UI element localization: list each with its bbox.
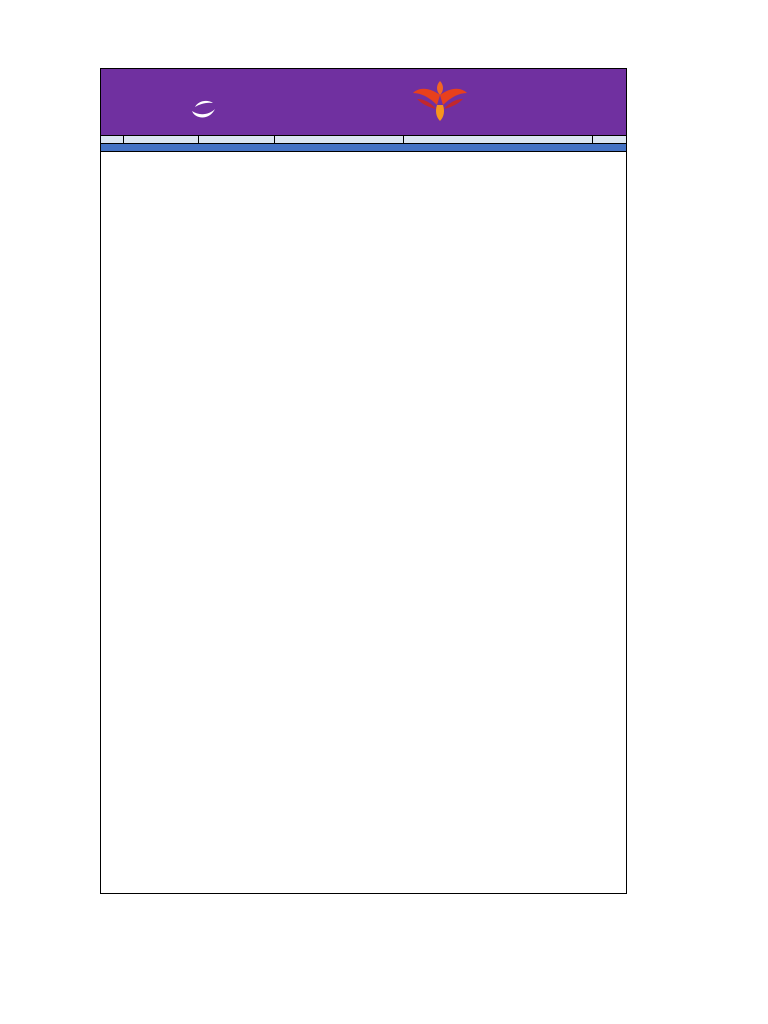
company-block xyxy=(101,69,406,135)
col-full-description xyxy=(404,136,593,144)
column-header-row xyxy=(101,135,626,144)
secureye-logo xyxy=(189,97,319,123)
swoosh-icon xyxy=(189,97,217,123)
header-banner xyxy=(101,69,626,135)
col-sr-no xyxy=(101,136,124,144)
section-heading xyxy=(101,144,626,152)
col-description xyxy=(275,136,404,144)
col-sap-code xyxy=(124,136,199,144)
col-product-image xyxy=(199,136,275,144)
col-price xyxy=(593,136,626,144)
price-list-sheet xyxy=(100,68,627,894)
phoenix-bird-icon xyxy=(409,73,471,131)
